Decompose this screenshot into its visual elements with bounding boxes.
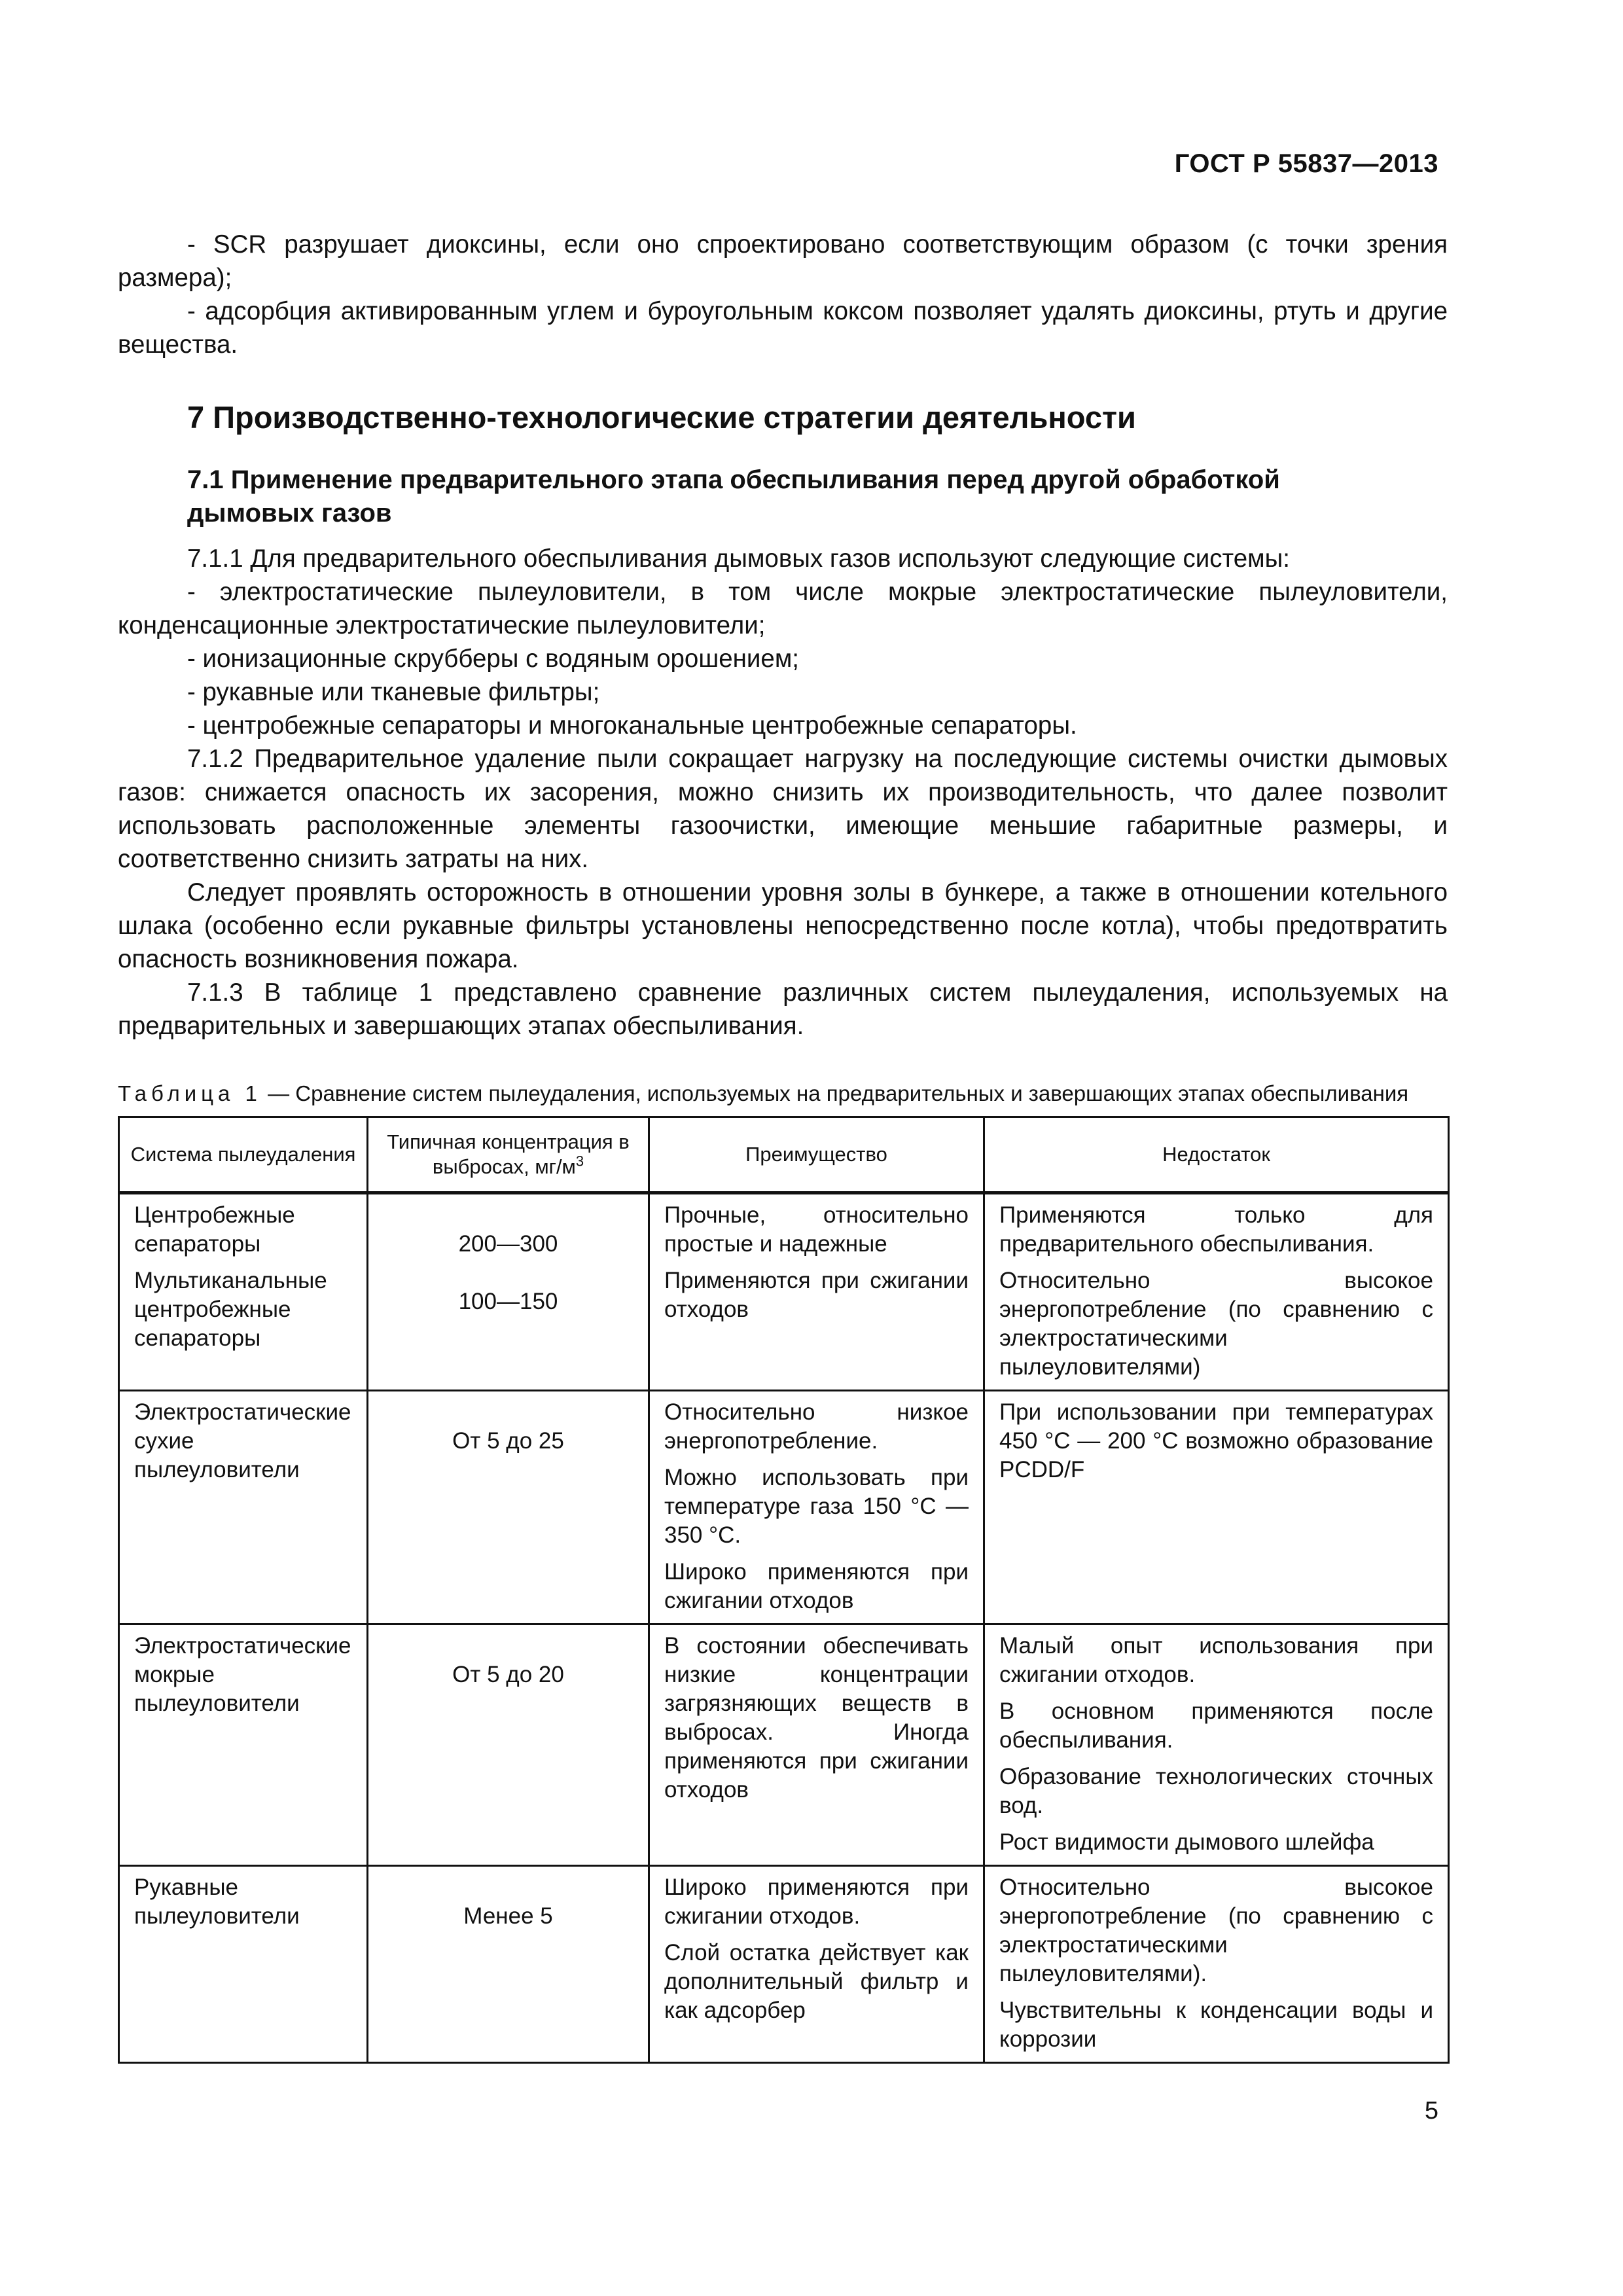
paragraph-7-1-3: 7.1.3 В таблице 1 представлено сравнение различных систем пылеудаления, используемых на предварительных и завершающих этапах обеспыливания. bbox=[118, 978, 1448, 1040]
header-concentration-exponent: 3 bbox=[575, 1153, 584, 1170]
table-row bbox=[119, 1391, 1449, 1624]
cell-advantage bbox=[649, 1193, 984, 1391]
list-item: - рукавные или тканевые фильтры; bbox=[187, 678, 600, 706]
cell-concentration bbox=[368, 1866, 649, 2063]
cell-system bbox=[119, 1391, 368, 1624]
section-7-heading: 7 Производственно-технологические стратегии деятельности bbox=[187, 400, 1136, 435]
cell-paragraph: Рост видимости дымового шлейфа bbox=[999, 1829, 1374, 1855]
cell-paragraph: Можно использовать при температуре газа 150 °С — 350 °С. bbox=[664, 1465, 969, 1548]
cell-paragraph: Относительно высокое энергопотребление (по сравнению с электростатическими пылеуловителями) bbox=[999, 1268, 1433, 1380]
cell-paragraph: Широко применяются при сжигании отходов bbox=[664, 1559, 969, 1613]
cell-disadvantage bbox=[984, 1624, 1449, 1866]
table-row bbox=[119, 1193, 1449, 1391]
cell-paragraph: Прочные, относительно простые и надежные bbox=[664, 1202, 969, 1257]
cell-paragraph: В состоянии обеспечивать низкие концентрации загрязняющих веществ в выбросах. Иногда применяются при сжигании отходов bbox=[664, 1633, 969, 1803]
cell-paragraph: От 5 до 20 bbox=[452, 1662, 564, 1687]
cell-paragraph: В основном применяются после обеспыливания. bbox=[999, 1698, 1433, 1753]
document-body bbox=[118, 228, 1448, 2064]
cell-system bbox=[119, 1193, 368, 1391]
cell-paragraph: 200—300 bbox=[458, 1231, 558, 1257]
table-row bbox=[119, 1624, 1449, 1866]
cell-paragraph: Электростатические сухие пылеуловители bbox=[134, 1399, 351, 1482]
document-code-header: ГОСТ Р 55837—2013 bbox=[1174, 149, 1438, 178]
cell-paragraph: Применяются только для предварительного обеспыливания. bbox=[999, 1202, 1433, 1257]
cell-paragraph: Чувствительны к конденсации воды и коррозии bbox=[999, 1998, 1433, 2052]
paragraph-7-1-1: 7.1.1 Для предварительного обеспыливания дымовых газов используют следующие системы: bbox=[187, 545, 1290, 573]
paragraph-ash-caution: Следует проявлять осторожность в отношении уровня золы в бункере, а также в отношении котельного шлака (особенно если рукавные фильтры установлены непосредственно после котла), чтобы предотвратить опасность возникновения пожара. bbox=[118, 878, 1448, 973]
header-system: Система пылеудаления bbox=[119, 1117, 368, 1193]
page-number: 5 bbox=[1424, 2097, 1438, 2125]
cell-disadvantage bbox=[984, 1866, 1449, 2063]
intro-bullet-adsorption: - адсорбция активированным углем и буроугольным коксом позволяет удалять диоксины, ртуть и другие вещества. bbox=[118, 297, 1448, 359]
cell-paragraph: Рукавные пылеуловители bbox=[134, 1874, 300, 1929]
list-item: - электростатические пылеуловители, в том числе мокрые электростатические пылеуловители, конденсационные электростатические пылеуловители; bbox=[118, 578, 1448, 639]
cell-advantage bbox=[649, 1391, 984, 1624]
table-caption-label: Таблица 1 bbox=[118, 1081, 262, 1105]
cell-paragraph: Относительно высокое энергопотребление (по сравнению с электростатическими пылеуловителями). bbox=[999, 1874, 1433, 1986]
cell-paragraph: Образование технологических сточных вод. bbox=[999, 1764, 1433, 1818]
cell-concentration bbox=[368, 1624, 649, 1866]
cell-concentration bbox=[368, 1391, 649, 1624]
header-concentration-text: Типичная концентрация в выбросах, мг/м bbox=[387, 1130, 630, 1178]
list-item: - центробежные сепараторы и многоканальные центробежные сепараторы. bbox=[187, 711, 1077, 740]
cell-paragraph: Центробежные сепараторы bbox=[134, 1202, 295, 1257]
cell-system bbox=[119, 1866, 368, 2063]
header-advantage: Преимущество bbox=[649, 1117, 984, 1193]
table-row bbox=[119, 1866, 1449, 2063]
cell-paragraph: От 5 до 25 bbox=[452, 1428, 564, 1454]
intro-bullet-scr: - SCR разрушает диоксины, если оно спроектировано соответствующим образом (с точки зрения размера); bbox=[118, 230, 1448, 292]
header-concentration bbox=[368, 1117, 649, 1193]
cell-paragraph: 100—150 bbox=[458, 1289, 558, 1314]
cell-concentration bbox=[368, 1193, 649, 1391]
cell-system bbox=[119, 1624, 368, 1866]
comparison-table bbox=[118, 1116, 1450, 2064]
cell-paragraph: Менее 5 bbox=[463, 1903, 553, 1929]
cell-paragraph: Электростатические мокрые пылеуловители bbox=[134, 1633, 351, 1716]
table-header-row bbox=[119, 1117, 1449, 1193]
paragraph-7-1-2: 7.1.2 Предварительное удаление пыли сокращает нагрузку на последующие системы очистки дымовых газов: снижается опасность их засорения, можно снизить их производительность, что далее позволит использовать расположенные элементы газоочистки, имеющие меньшие габаритные размеры, и соответственно снизить затраты на них. bbox=[118, 745, 1448, 873]
header-disadvantage: Недостаток bbox=[984, 1117, 1449, 1193]
cell-paragraph: Малый опыт использования при сжигании отходов. bbox=[999, 1633, 1433, 1687]
list-item: - ионизационные скрубберы с водяным орошением; bbox=[187, 645, 799, 673]
cell-paragraph: Применяются при сжигании отходов bbox=[664, 1268, 969, 1322]
cell-disadvantage bbox=[984, 1391, 1449, 1624]
cell-paragraph: Слой остатка действует как дополнительный фильтр и как адсорбер bbox=[664, 1940, 969, 2023]
cell-advantage bbox=[649, 1624, 984, 1866]
cell-paragraph: При использовании при температурах 450 °С — 200 °С возможно образование PCDD/F bbox=[999, 1399, 1433, 1482]
cell-paragraph: Относительно низкое энергопотребление. bbox=[664, 1399, 969, 1454]
subsection-7-1-heading: 7.1 Применение предварительного этапа обеспыливания перед другой обработкой дымовых газов bbox=[187, 465, 1280, 528]
cell-advantage bbox=[649, 1866, 984, 2063]
table-caption-text: — Сравнение систем пылеудаления, используемых на предварительных и завершающих этапах обеспыливания bbox=[261, 1081, 1409, 1105]
cell-paragraph: Широко применяются при сжигании отходов. bbox=[664, 1874, 969, 1929]
cell-paragraph: Мультиканальные центробежные сепараторы bbox=[134, 1268, 327, 1351]
table-caption bbox=[118, 1079, 1448, 1108]
cell-disadvantage bbox=[984, 1193, 1449, 1391]
